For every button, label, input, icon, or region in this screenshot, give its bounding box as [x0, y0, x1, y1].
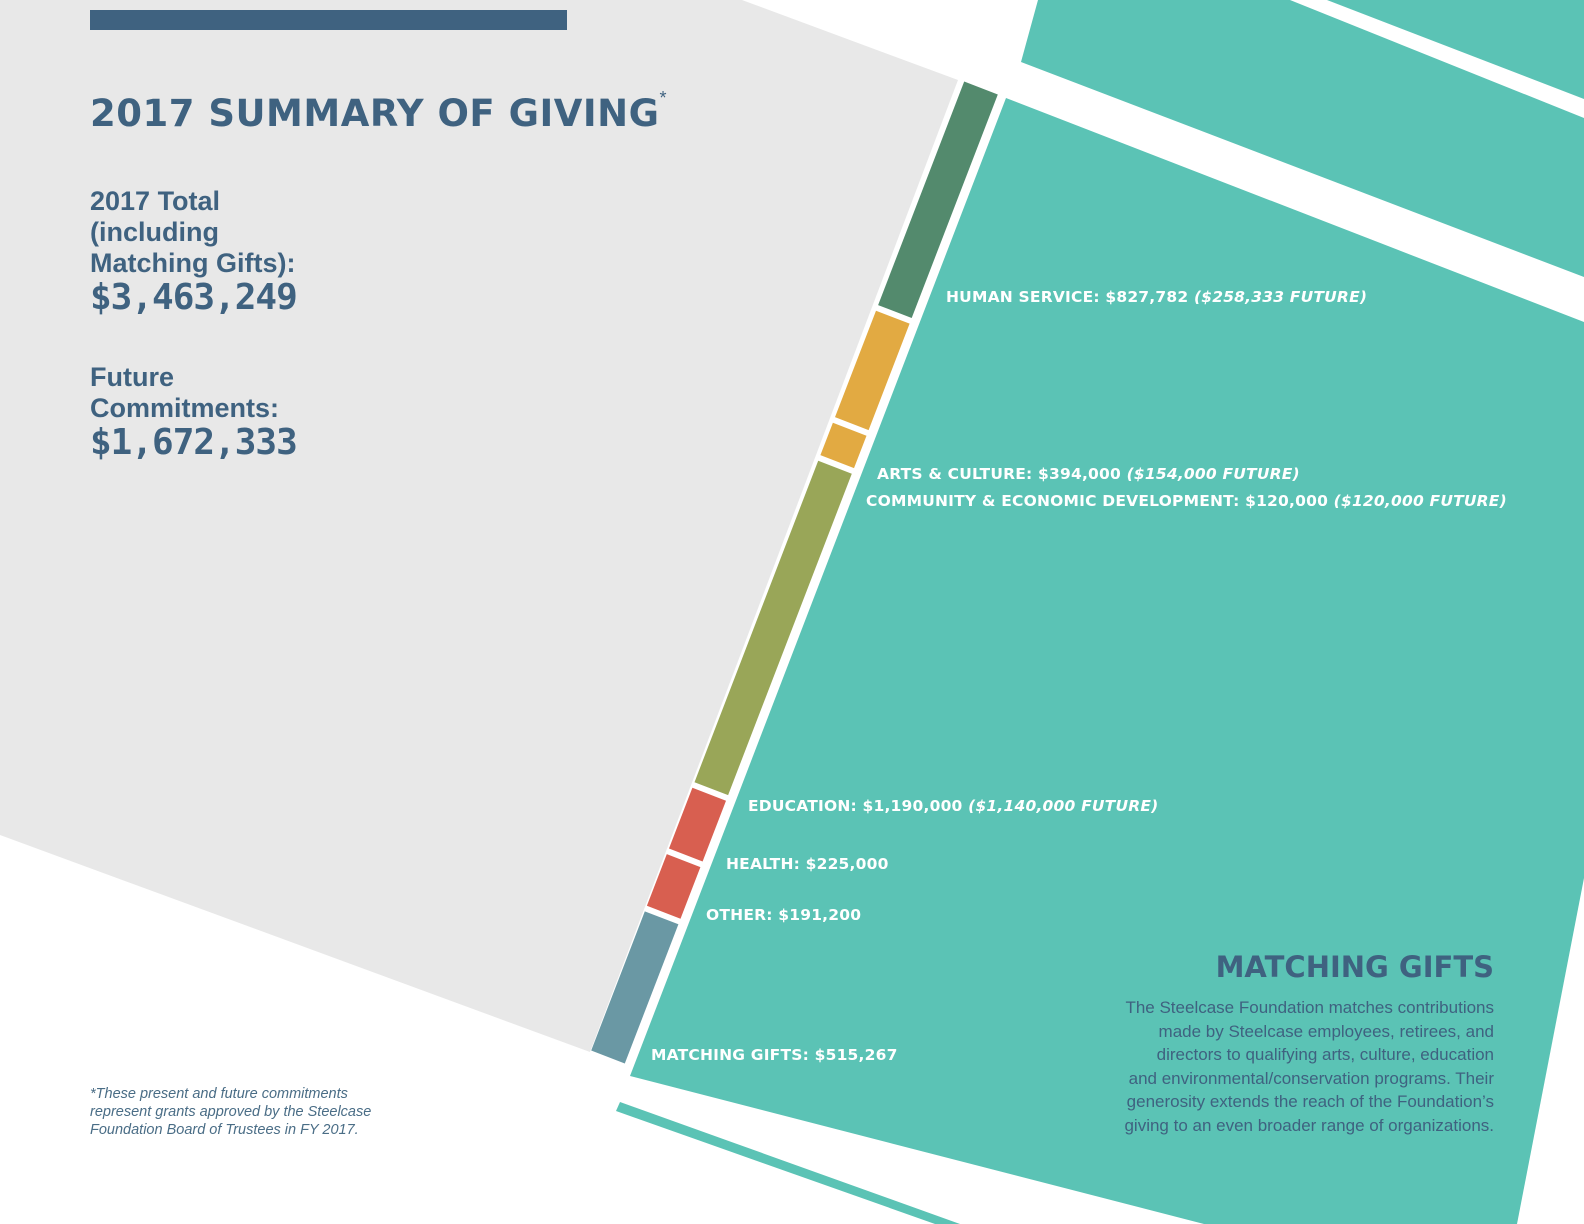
description-line: made by Steelcase employees, retirees, and [1158, 1021, 1494, 1041]
total-amount: $3,463,249 [90, 277, 297, 318]
label-human-service: HUMAN SERVICE: $827,782 ($258,333 FUTURE) [946, 288, 1368, 306]
footnote [90, 1085, 371, 1139]
top-accent-bar [90, 10, 567, 30]
label-health: HEALTH: $225,000 [726, 855, 889, 873]
description-line: directors to qualifying arts, culture, education [1156, 1045, 1494, 1064]
future-amount: $1,672,333 [90, 422, 297, 463]
label-other: OTHER: $191,200 [706, 906, 862, 924]
page-title [90, 88, 667, 135]
label-education: EDUCATION: $1,190,000 ($1,140,000 FUTURE) [748, 797, 1159, 815]
label-arts-culture: ARTS & CULTURE: $394,000 ($154,000 FUTURE) [877, 465, 1300, 483]
future-label-line: Commitments: [90, 393, 280, 423]
label-matching-gifts: MATCHING GIFTS: $515,267 [651, 1046, 898, 1064]
future-label [90, 362, 279, 424]
total-label-line: 2017 Total [90, 186, 221, 216]
footnote-line: Foundation Board of Trustees in FY 2017. [90, 1122, 359, 1138]
total-label-line: (including [90, 217, 219, 247]
future-label-line: Future [90, 362, 174, 392]
matching-gifts-title: MATCHING GIFTS [1215, 950, 1494, 984]
matching-gifts-description [1054, 996, 1494, 1137]
footnote-line: represent grants approved by the Steelcase [90, 1104, 372, 1120]
bar-segment-community-economic [820, 423, 866, 468]
label-community-economic: COMMUNITY & ECONOMIC DEVELOPMENT: $120,000 ($120,000 FUTURE) [866, 492, 1507, 510]
page-title-text: 2017 SUMMARY OF GIVING [90, 92, 660, 135]
footnote-line: *These present and future commitments [90, 1086, 348, 1102]
description-line: and environmental/conservation programs. Their [1128, 1068, 1494, 1088]
description-line: The Steelcase Foundation matches contributions [1125, 998, 1494, 1017]
total-label [90, 186, 295, 279]
title-footnote-mark: * [659, 88, 667, 108]
description-line: giving to an even broader range of organizations. [1124, 1115, 1494, 1135]
total-label-line: Matching Gifts): [90, 248, 296, 278]
description-line: generosity extends the reach of the Foundation’s [1126, 1092, 1494, 1111]
